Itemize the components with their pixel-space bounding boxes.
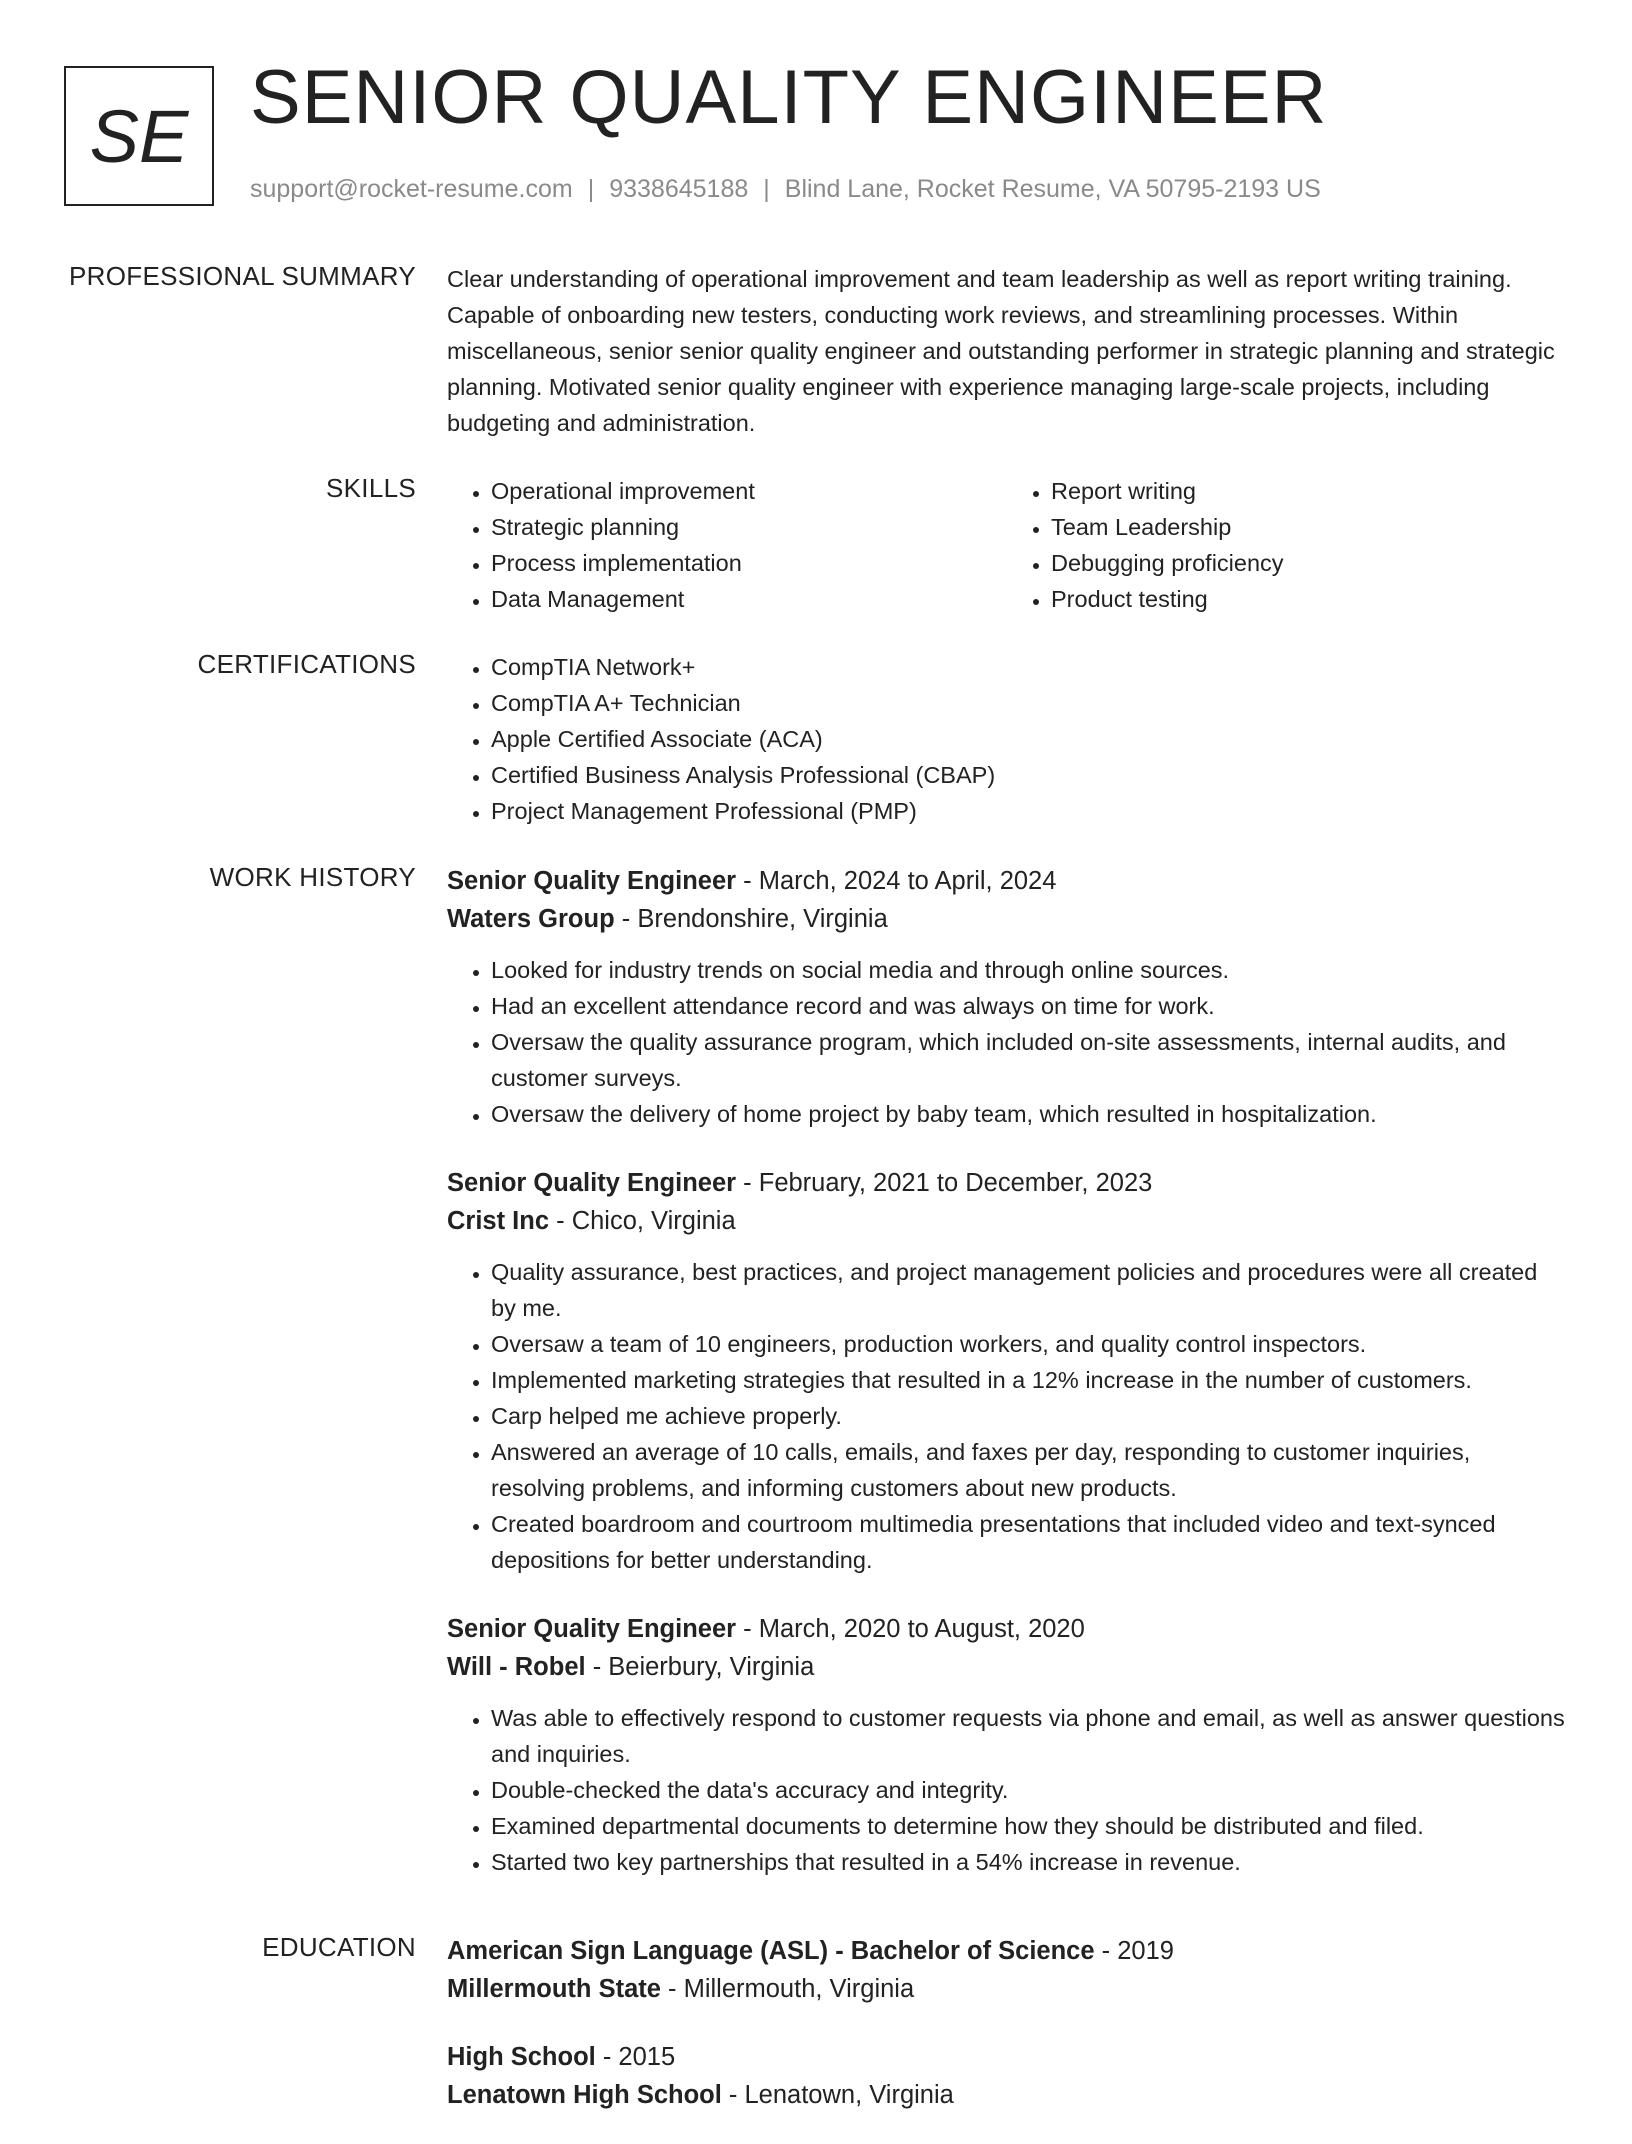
job-dates: - February, 2021 to December, 2023 — [736, 1169, 1153, 1197]
contact-line — [250, 175, 1321, 204]
education-body — [447, 1932, 1567, 2144]
section-title: WORK HISTORY — [209, 862, 416, 892]
education-school-line — [447, 1970, 1567, 2008]
job-company-line — [447, 1648, 1567, 1686]
job-bullet: • Answered an average of 10 calls, emails, and faxes per day, responding to customer inquiries, resolving problems, and informing customers about new products. — [491, 1434, 1567, 1506]
education-school-line — [447, 2076, 1567, 2114]
certification-item: • Project Management Professional (PMP) — [491, 793, 1567, 829]
education-school: Lenatown High School — [447, 2081, 722, 2109]
job-bullet: • Started two key partnerships that resulted in a 54% increase in revenue. — [491, 1844, 1567, 1880]
monogram-logo: SE — [64, 66, 214, 206]
job-title-line — [447, 1164, 1567, 1202]
job-title-line — [447, 862, 1567, 900]
section-title: SKILLS — [326, 473, 416, 503]
job-company: Will - Robel — [447, 1653, 586, 1681]
resume-title: SENIOR QUALITY ENGINEER — [250, 55, 1328, 140]
address: Blind Lane, Rocket Resume, VA 50795-2193 US — [784, 175, 1321, 203]
section-title: PROFESSIONAL SUMMARY — [69, 261, 416, 291]
job-company-line — [447, 900, 1567, 938]
email-link[interactable]: support@rocket-resume.com — [250, 175, 573, 203]
job-company: Crist Inc — [447, 1207, 550, 1235]
education-degree: American Sign Language (ASL) - Bachelor of Science — [447, 1937, 1095, 1965]
skill-item: • Operational improvement — [491, 473, 1007, 509]
job-dates: - March, 2020 to August, 2020 — [736, 1615, 1085, 1643]
summary-body — [447, 261, 1567, 441]
job-location: - Brendonshire, Virginia — [614, 905, 888, 933]
job-bullet: • Created boardroom and courtroom multimedia presentations that included video and text-synced depositions for better understanding. — [491, 1506, 1567, 1578]
job-bullet: • Examined departmental documents to determine how they should be distributed and filed. — [491, 1808, 1567, 1844]
job-bullet: • Implemented marketing strategies that resulted in a 12% increase in the number of customers. — [491, 1362, 1567, 1398]
job-dates: - March, 2024 to April, 2024 — [736, 867, 1057, 895]
job-bullet: • Oversaw a team of 10 engineers, production workers, and quality control inspectors. — [491, 1326, 1567, 1362]
section-title: EDUCATION — [262, 1932, 416, 1962]
education-degree-line — [447, 1932, 1567, 1970]
education-degree: High School — [447, 2043, 596, 2071]
job-bullet: • Was able to effectively respond to customer requests via phone and email, as well as answer questions and inquiries. — [491, 1700, 1567, 1772]
job-location: - Beierbury, Virginia — [585, 1653, 815, 1681]
education-entry — [447, 2038, 1567, 2114]
summary-text: Clear understanding of operational improvement and team leadership as well as report writing training. Capable of onboarding new testers, conducting work reviews, and streamlining processes. Within miscellaneous, senior senior quality engineer and outstanding performer in strategic planning and strategic planning. Motivated senior quality engineer with experience managing large-scale projects, including budgeting and administration. — [447, 266, 1555, 436]
job-location: - Chico, Virginia — [549, 1207, 736, 1235]
education-year: - 2019 — [1094, 1937, 1174, 1965]
separator: | — [763, 175, 770, 203]
job-role: Senior Quality Engineer — [447, 1615, 737, 1643]
job-bullet: • Carp helped me achieve properly. — [491, 1398, 1567, 1434]
education-school: Millermouth State — [447, 1975, 661, 2003]
phone-number: 9338645188 — [609, 175, 749, 203]
education-entry — [447, 1932, 1567, 2008]
work-history-body — [447, 862, 1567, 1912]
certification-item: • CompTIA A+ Technician — [491, 685, 1567, 721]
skills-left-list — [447, 473, 1007, 617]
skill-item: • Process implementation — [491, 545, 1007, 581]
job-bullet: • Oversaw the delivery of home project by baby team, which resulted in hospitalization. — [491, 1096, 1567, 1132]
job-bullet: • Double-checked the data's accuracy and integrity. — [491, 1772, 1567, 1808]
job-bullets — [447, 1700, 1567, 1880]
job-bullet: • Looked for industry trends on social media and through online sources. — [491, 952, 1567, 988]
job-entry — [447, 862, 1567, 1132]
job-entry — [447, 1610, 1567, 1880]
skills-right-list — [1007, 473, 1567, 617]
section-title: CERTIFICATIONS — [197, 649, 416, 679]
certifications-list — [447, 649, 1567, 829]
job-title-line — [447, 1610, 1567, 1648]
job-bullets — [447, 1254, 1567, 1578]
education-location: - Lenatown, Virginia — [721, 2081, 954, 2109]
certification-item: • Apple Certified Associate (ACA) — [491, 721, 1567, 757]
separator: | — [587, 175, 595, 203]
skill-item: • Data Management — [491, 581, 1007, 617]
job-role: Senior Quality Engineer — [447, 867, 737, 895]
job-role: Senior Quality Engineer — [447, 1169, 737, 1197]
job-bullet: • Quality assurance, best practices, and project management policies and procedures were all created by me. — [491, 1254, 1567, 1326]
skill-item: • Product testing — [1051, 581, 1567, 617]
job-entry — [447, 1164, 1567, 1578]
skill-item: • Team Leadership — [1051, 509, 1567, 545]
education-location: - Millermouth, Virginia — [660, 1975, 915, 2003]
skill-item: • Report writing — [1051, 473, 1567, 509]
job-bullets — [447, 952, 1567, 1132]
job-bullet: • Had an excellent attendance record and was always on time for work. — [491, 988, 1567, 1024]
job-company-line — [447, 1202, 1567, 1240]
skill-item: • Strategic planning — [491, 509, 1007, 545]
job-company: Waters Group — [447, 905, 615, 933]
certification-item: • Certified Business Analysis Professional (CBAP) — [491, 757, 1567, 793]
skills-body — [447, 473, 1567, 617]
certification-item: • CompTIA Network+ — [491, 649, 1567, 685]
skill-item: • Debugging proficiency — [1051, 545, 1567, 581]
education-degree-line — [447, 2038, 1567, 2076]
job-bullet: • Oversaw the quality assurance program, which included on-site assessments, internal audits, and customer surveys. — [491, 1024, 1567, 1096]
certifications-body — [447, 649, 1567, 829]
education-year: - 2015 — [595, 2043, 676, 2071]
